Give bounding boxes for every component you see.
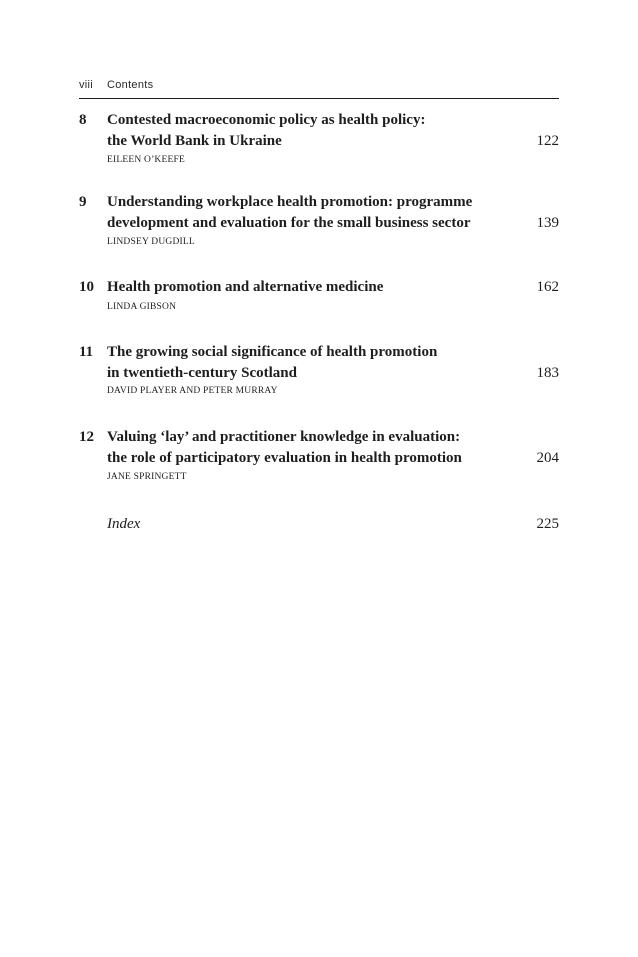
index-page-number: 225: [536, 516, 559, 532]
chapter-page-number: 204: [536, 450, 559, 466]
chapter-title-line-1: The growing social significance of health promotion: [107, 344, 438, 360]
chapter-number: 12: [79, 429, 94, 445]
chapter-author: DAVID PLAYER AND PETER MURRAY: [107, 386, 278, 396]
chapter-title-line-2: the role of participatory evaluation in health promotion: [107, 450, 462, 466]
chapter-author: LINDA GIBSON: [107, 302, 177, 312]
chapter-page-number: 122: [536, 133, 559, 149]
chapter-title-line-1: Health promotion and alternative medicine: [107, 279, 384, 295]
index-label: Index: [107, 516, 141, 532]
chapter-title-line-2: in twentieth-century Scotland: [107, 365, 297, 381]
chapter-author: JANE SPRINGETT: [107, 472, 187, 482]
chapter-title-line-1: Valuing ‘lay’ and practitioner knowledge in evaluation:: [107, 429, 461, 445]
chapter-page-number: 183: [536, 365, 559, 381]
chapter-author: EILEEN O’KEEFE: [107, 155, 185, 165]
chapter-number: 10: [79, 279, 94, 295]
chapter-title-line-2: development and evaluation for the small business sector: [107, 215, 471, 231]
chapter-number: 9: [79, 194, 87, 210]
chapter-title-line-2: the World Bank in Ukraine: [107, 133, 282, 149]
chapter-author: LINDSEY DUGDILL: [107, 237, 195, 247]
chapter-number: 8: [79, 112, 87, 128]
chapter-title-line-1: Understanding workplace health promotion: programme: [107, 194, 473, 210]
chapter-title-line-1: Contested macroeconomic policy as health policy:: [107, 112, 426, 128]
page-folio: viii: [79, 79, 94, 91]
running-head: [79, 79, 153, 91]
header-rule: [79, 98, 559, 99]
running-title: Contents: [107, 79, 154, 91]
chapter-page-number: 162: [536, 279, 559, 295]
chapter-page-number: 139: [536, 215, 559, 231]
chapter-number: 11: [79, 344, 94, 360]
